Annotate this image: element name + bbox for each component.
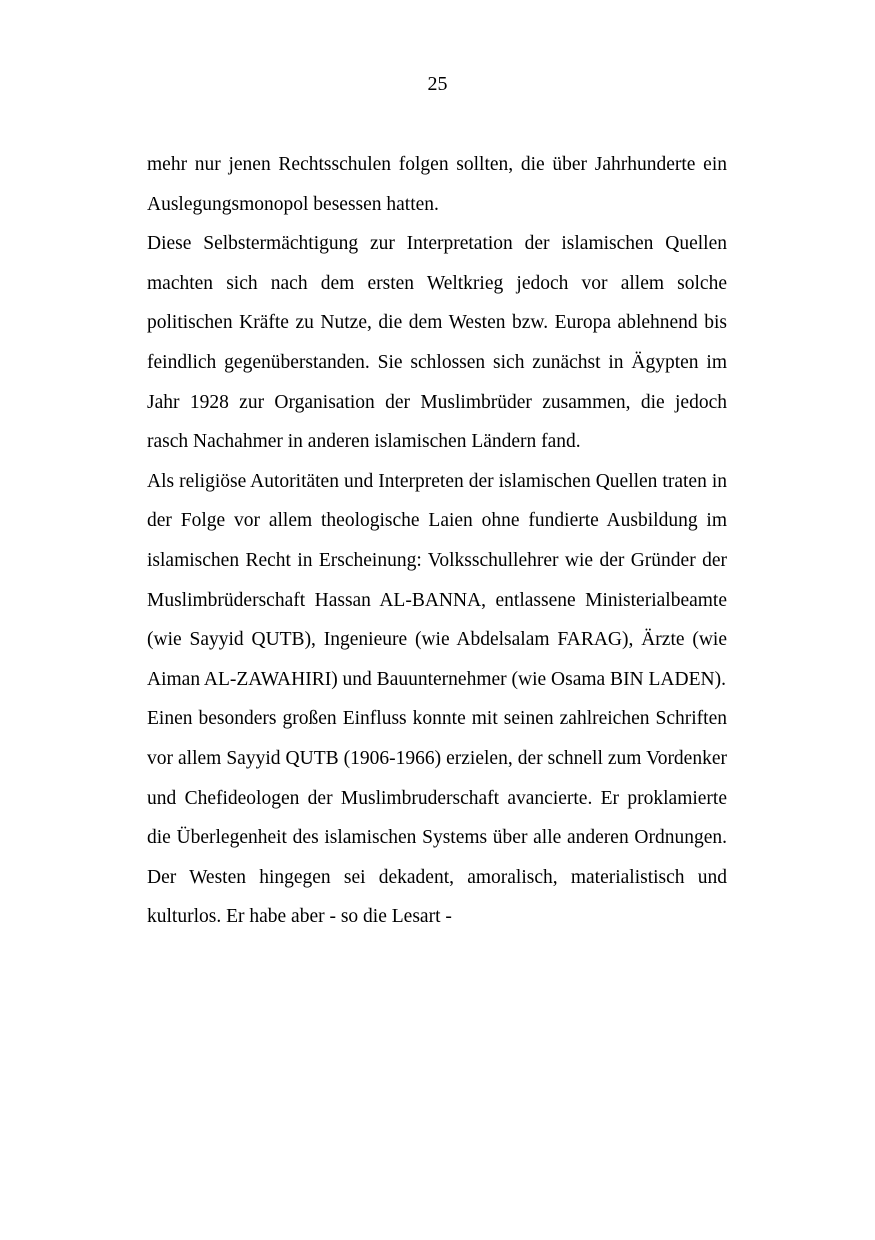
page-number: 25: [427, 73, 448, 95]
paragraph: mehr nur jenen Rechtsschulen folgen sollten, die über Jahrhunderte ein Auslegungsmonopol besessen hatten.: [147, 154, 727, 215]
body-text-column: [147, 145, 727, 937]
paragraph: Als religiöse Autoritäten und Interpreten der islamischen Quellen traten in der Folge vor allem theologische Laien ohne fundierte Ausbildung im islamischen Recht in Erscheinung: Volksschullehrer wie der Gründer der Muslimbrüderschaft Hassan AL-BANNA, entlassene Ministerialbeamte (wie Sayyid QUTB), Ingenieure (wie Abdelsalam FARAG), Ärzte (wie Aiman AL-ZAWAHIRI) und Bauunternehmer (wie Osama BIN LADEN).: [147, 470, 727, 690]
paragraph: Diese Selbstermächtigung zur Interpretation der islamischen Quellen machten sich nach dem ersten Weltkrieg jedoch vor allem solche politischen Kräfte zu Nutze, die dem Westen bzw. Europa ablehnend bis feindlich gegenüberstanden. Sie schlossen sich zunächst in Ägypten im Jahr 1928 zur Organisation der Muslimbrüder zusammen, die jedoch rasch Nachahmer in anderen islamischen Ländern fand.: [147, 233, 727, 453]
paragraph: Einen besonders großen Einfluss konnte mit seinen zahlreichen Schriften vor allem Sayyid QUTB (1906-1966) erzielen, der schnell zum Vordenker und Chefideologen der Muslimbruderschaft avancierte. Er proklamierte die Überlegenheit des islamischen Systems über alle anderen Ordnungen. Der Westen hingegen sei dekadent, amoralisch, materialistisch und kulturlos. Er habe aber - so die Lesart -: [147, 708, 727, 928]
